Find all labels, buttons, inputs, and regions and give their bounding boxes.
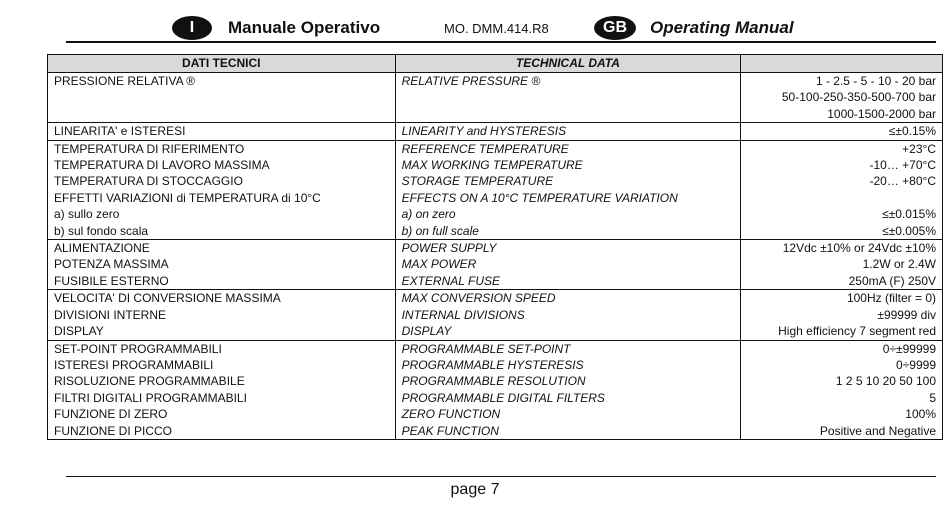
- spec-line: ALIMENTAZIONE: [54, 241, 150, 256]
- spec-line: DIVISIONI INTERNE: [54, 307, 167, 322]
- spec-line: -20… +80°C: [869, 174, 936, 189]
- spec-line: DISPLAY: [401, 324, 452, 339]
- spec-line: DISPLAY: [54, 324, 104, 339]
- cell-english: [395, 73, 741, 123]
- cell-value: [741, 340, 943, 439]
- spec-line: PRESSIONE RELATIVA ®: [54, 74, 196, 88]
- spec-line: PROGRAMMABLE SET-POINT: [401, 341, 571, 356]
- spec-line: 1 2 5 10 20 50 100: [835, 374, 936, 389]
- spec-line: b) on full scale: [401, 223, 479, 238]
- cell-italian: [48, 340, 396, 439]
- spec-line: -10… +70°C: [869, 158, 936, 173]
- spec-line: FUNZIONE DI ZERO: [54, 407, 168, 422]
- spec-line: LINEARITA' e ISTERESI: [54, 124, 186, 139]
- cell-italian: [48, 123, 396, 140]
- cell-english: [395, 140, 741, 239]
- italian-flag-icon: I: [172, 16, 212, 40]
- spec-line: REFERENCE TEMPERATURE: [401, 141, 569, 156]
- spec-line: POTENZA MASSIMA: [54, 257, 169, 272]
- spec-line: LINEARITY and HYSTERESIS: [401, 124, 567, 139]
- spec-line: 0÷±99999: [882, 341, 936, 356]
- table-row: [48, 240, 943, 290]
- cell-value: [741, 73, 943, 123]
- spec-line: VELOCITA' DI CONVERSIONE MASSIMA: [54, 291, 281, 306]
- spec-line: TEMPERATURA DI STOCCAGGIO: [54, 174, 243, 189]
- spec-line: EFFETTI VARIAZIONI di TEMPERATURA di 10°C: [54, 190, 321, 205]
- spec-line: RISOLUZIONE PROGRAMMABILE: [54, 374, 245, 389]
- spec-line: SET-POINT PROGRAMMABILI: [54, 341, 222, 356]
- cell-italian: [48, 290, 396, 340]
- spec-line: ±99999 div: [877, 307, 936, 322]
- spec-line: ZERO FUNCTION: [401, 407, 501, 422]
- spec-line: PROGRAMMABLE RESOLUTION: [401, 374, 586, 389]
- cell-english: [395, 123, 741, 140]
- spec-line: a) on zero: [401, 207, 456, 222]
- technical-data-table: [47, 54, 943, 440]
- spec-line: High efficiency 7 segment red: [778, 324, 936, 339]
- spec-line: RELATIVE PRESSURE ®: [401, 74, 541, 88]
- cell-english: [395, 290, 741, 340]
- spec-line: MAX WORKING TEMPERATURE: [401, 158, 583, 173]
- spec-line: POWER SUPPLY: [401, 241, 497, 256]
- spec-line: [402, 89, 735, 105]
- spec-line: 0÷9999: [896, 357, 936, 372]
- spec-line: MAX CONVERSION SPEED: [401, 291, 556, 306]
- spec-line: +23°C: [902, 141, 936, 156]
- table-row: [48, 123, 943, 140]
- cell-english: [395, 240, 741, 290]
- spec-line: EXTERNAL FUSE: [401, 273, 501, 288]
- spec-line: FUNZIONE DI PICCO: [54, 423, 173, 438]
- header-divider: [66, 41, 936, 43]
- cell-italian: [48, 240, 396, 290]
- spec-line: a) sullo zero: [54, 207, 120, 222]
- spec-line: ≤±0.15%: [888, 124, 936, 139]
- cell-value: [741, 290, 943, 340]
- table-row: [48, 340, 943, 439]
- spec-line: TEMPERATURA DI LAVORO MASSIMA: [54, 158, 270, 173]
- spec-line: 12Vdc ±10% or 24Vdc ±10%: [782, 241, 936, 256]
- spec-line: PROGRAMMABLE DIGITAL FILTERS: [401, 390, 605, 405]
- cell-value: [741, 240, 943, 290]
- spec-line: [747, 190, 936, 206]
- spec-line: 100Hz (filter = 0): [846, 291, 936, 306]
- spec-line: ISTERESI PROGRAMMABILI: [54, 357, 214, 372]
- spec-line: 5: [929, 390, 936, 405]
- spec-line: 1000-1500-2000 bar: [827, 106, 936, 121]
- cell-value: [741, 123, 943, 140]
- italian-title: Manuale Operativo: [228, 18, 381, 37]
- english-title: Operating Manual: [650, 18, 794, 37]
- table-row: [48, 290, 943, 340]
- column-header-values: [741, 55, 943, 73]
- column-header-italian: DATI TECNICI: [48, 55, 396, 73]
- spec-line: Positive and Negative: [819, 423, 936, 438]
- spec-line: EFFECTS ON A 10°C TEMPERATURE VARIATION: [401, 190, 678, 205]
- table-row: [48, 140, 943, 239]
- table-header-row: [48, 55, 943, 73]
- spec-line: [54, 106, 389, 122]
- spec-line: [402, 106, 735, 122]
- footer-divider: [66, 476, 936, 477]
- cell-english: [395, 340, 741, 439]
- table-body: [48, 73, 943, 440]
- spec-line: PROGRAMMABLE HYSTERESIS: [401, 357, 584, 372]
- spec-line: 50-100-250-350-500-700 bar: [781, 90, 936, 105]
- column-header-english: TECHNICAL DATA: [395, 55, 741, 73]
- spec-line: 1.2W or 2.4W: [862, 257, 936, 272]
- spec-line: b) sul fondo scala: [54, 223, 149, 238]
- spec-line: 1 - 2.5 - 5 - 10 - 20 bar: [815, 74, 936, 88]
- cell-italian: [48, 73, 396, 123]
- spec-line: ≤±0.015%: [882, 207, 936, 222]
- spec-line: 250mA (F) 250V: [848, 273, 936, 288]
- spec-line: TEMPERATURA DI RIFERIMENTO: [54, 141, 245, 156]
- spec-line: 100%: [905, 407, 936, 422]
- cell-value: [741, 140, 943, 239]
- spec-line: FILTRI DIGITALI PROGRAMMABILI: [54, 390, 247, 405]
- page-number: page 7: [450, 481, 500, 498]
- spec-line: INTERNAL DIVISIONS: [401, 307, 525, 322]
- table-row: [48, 73, 943, 123]
- page-header: [0, 14, 950, 44]
- document-code: MO. DMM.414.R8: [444, 21, 549, 36]
- spec-line: STORAGE TEMPERATURE: [401, 174, 554, 189]
- spec-line: [54, 89, 389, 105]
- cell-italian: [48, 140, 396, 239]
- spec-line: ≤±0.005%: [882, 223, 936, 238]
- spec-line: PEAK FUNCTION: [401, 423, 499, 438]
- english-flag-icon: GB: [594, 16, 636, 40]
- spec-line: FUSIBILE ESTERNO: [54, 273, 169, 288]
- spec-line: MAX POWER: [401, 257, 477, 272]
